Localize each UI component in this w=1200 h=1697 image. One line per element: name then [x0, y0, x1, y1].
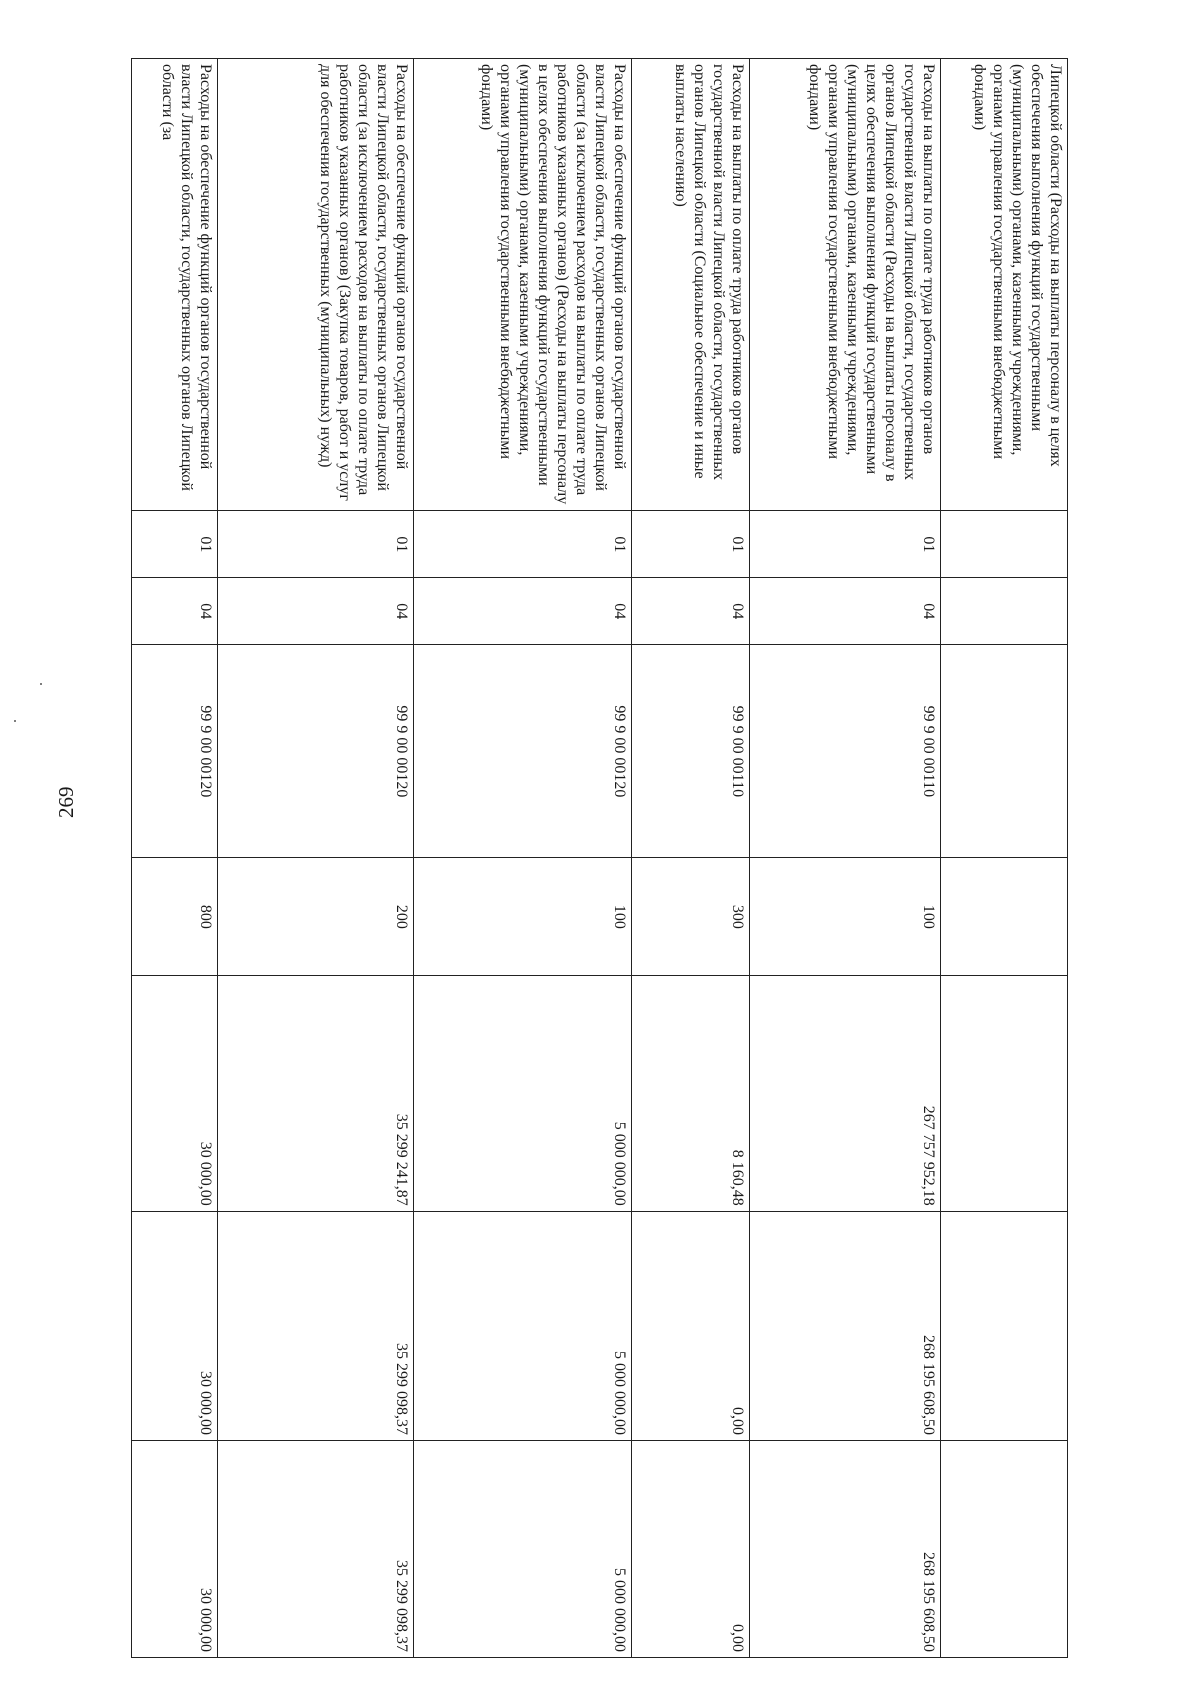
expense-type: 800 [132, 858, 218, 976]
section-code: 01 [218, 511, 414, 578]
table-row [218, 59, 414, 1658]
table-row [132, 59, 218, 1658]
expense-type: 300 [632, 858, 750, 976]
table-row [414, 59, 632, 1658]
row-description: Расходы на выплаты по оплате труда работников органов государственной власти Липецкой области, государственных органов Липецкой области (Социальное обеспечение и иные выплаты населению) [632, 59, 750, 511]
table-row [941, 59, 1068, 1658]
scan-speck [40, 683, 42, 685]
subsection-code: 04 [132, 578, 218, 645]
target-article [941, 645, 1068, 858]
subsection-code: 04 [218, 578, 414, 645]
amount-year-1: 267 757 952,18 [750, 976, 941, 1212]
row-description: Расходы на обеспечение функций органов государственной власти Липецкой области, государственных органов Липецкой области (за исключением расходов на выплаты по оплате труда работников указанных органов) (Расходы на выплаты персоналу в целях обеспечения выполнения функций государственными (муниципальными) органами, казенными учреждениями, органами управления государственными внебюджетными фондами) [414, 59, 632, 511]
row-description: Липецкой области (Расходы на выплаты персоналу в целях обеспечения выполнения функций государственными (муниципальными) органами, казенными учреждениями, органами управления государственными внебюджетными фондами) [941, 59, 1068, 511]
expense-type [941, 858, 1068, 976]
section-code [941, 511, 1068, 578]
section-code: 01 [632, 511, 750, 578]
amount-year-1 [941, 976, 1068, 1212]
amount-year-3: 35 299 098,37 [218, 1441, 414, 1658]
amount-year-3: 268 195 608,50 [750, 1441, 941, 1658]
expense-type: 100 [750, 858, 941, 976]
expense-type: 200 [218, 858, 414, 976]
subsection-code: 04 [750, 578, 941, 645]
target-article: 99 9 00 00120 [414, 645, 632, 858]
amount-year-1: 5 000 000,00 [414, 976, 632, 1212]
subsection-code: 04 [632, 578, 750, 645]
target-article: 99 9 00 00110 [632, 645, 750, 858]
amount-year-2: 0,00 [632, 1211, 750, 1440]
amount-year-3: 5 000 000,00 [414, 1441, 632, 1658]
section-code: 01 [414, 511, 632, 578]
rotated-table-container [132, 58, 1068, 1658]
amount-year-3 [941, 1441, 1068, 1658]
amount-year-2: 35 299 098,37 [218, 1211, 414, 1440]
amount-year-2: 5 000 000,00 [414, 1211, 632, 1440]
target-article: 99 9 00 00120 [218, 645, 414, 858]
row-description: Расходы на обеспечение функций органов государственной власти Липецкой области, государственных органов Липецкой области (за исключением расходов на выплаты по оплате труда работников указанных органов) (Закупка товаров, работ и услуг для обеспечения государственных (муниципальных) нужд) [218, 59, 414, 511]
table-row [632, 59, 750, 1658]
table-row [750, 59, 941, 1658]
amount-year-3: 30 000,00 [132, 1441, 218, 1658]
row-description: Расходы на выплаты по оплате труда работников органов государственной власти Липецкой области, государственных органов Липецкой области (Расходы на выплаты персоналу в целях обеспечения выполнения функций государственными (муниципальными) органами, казенными учреждениями, органами управления государственными внебюджетными фондами) [750, 59, 941, 511]
section-code: 01 [132, 511, 218, 578]
amount-year-2 [941, 1211, 1068, 1440]
target-article: 99 9 00 00110 [750, 645, 941, 858]
amount-year-3: 0,00 [632, 1441, 750, 1658]
section-code: 01 [750, 511, 941, 578]
page-number: 269 [54, 786, 78, 818]
amount-year-1: 35 299 241,87 [218, 976, 414, 1212]
expense-type: 100 [414, 858, 632, 976]
amount-year-2: 30 000,00 [132, 1211, 218, 1440]
budget-table [131, 58, 1068, 1658]
amount-year-2: 268 195 608,50 [750, 1211, 941, 1440]
row-description: Расходы на обеспечение функций органов государственной власти Липецкой области, государственных органов Липецкой области (за [132, 59, 218, 511]
subsection-code: 04 [414, 578, 632, 645]
subsection-code [941, 578, 1068, 645]
target-article: 99 9 00 00120 [132, 645, 218, 858]
amount-year-1: 30 000,00 [132, 976, 218, 1212]
amount-year-1: 8 160,48 [632, 976, 750, 1212]
scan-speck [14, 720, 16, 722]
